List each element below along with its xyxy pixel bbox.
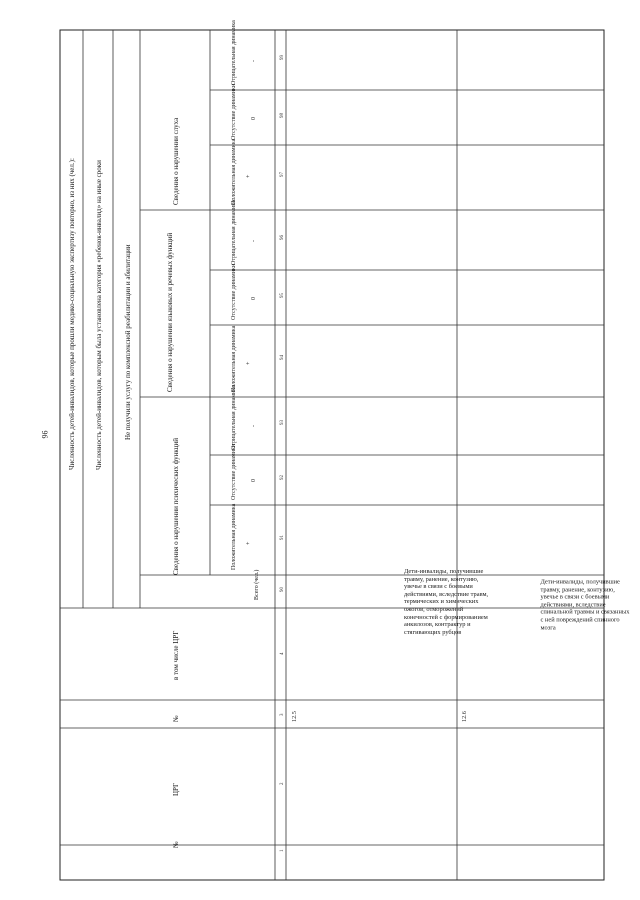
group-hearing: Сведения о нарушении слуха xyxy=(172,117,180,205)
svg-text:91: 91 xyxy=(280,535,285,540)
svg-text:+: + xyxy=(246,174,252,178)
svg-text:1: 1 xyxy=(280,849,285,852)
svg-text:+: + xyxy=(246,541,252,545)
svg-text:93: 93 xyxy=(280,420,285,425)
psych-negative: Отрицательная динамика xyxy=(231,385,237,450)
speech-positive: Положительная динамика xyxy=(231,325,237,392)
svg-text:99: 99 xyxy=(280,55,285,60)
svg-text:-: - xyxy=(251,240,257,242)
row-12-6-text: Дети-инвалиды, получившие травму, ранение, контузию, увечье в связи с боевыми действиями, вследствие спинальной травмы и связанных с ней повреждений спинного мозга xyxy=(540,578,630,632)
svg-text:98: 98 xyxy=(280,113,285,118)
col-numbers xyxy=(280,55,285,853)
speech-negative: Отрицательная динамика xyxy=(231,200,237,265)
hearing-positive: Положительная динамика xyxy=(231,138,237,205)
svg-text:4: 4 xyxy=(280,652,285,655)
svg-text:0: 0 xyxy=(251,479,257,482)
svg-text:+: + xyxy=(246,361,252,365)
row-12-5-text: Дети-инвалиды, получившие травму, ранение, контузию, увечье в связи с боевыми действиями, вследствие травм, термических и химических ожогов, отморожений конечностей с формированием анкилозов, контрактур и стягивающих рубцов xyxy=(404,568,489,636)
svg-text:95: 95 xyxy=(280,293,285,298)
header-row3 xyxy=(124,244,132,440)
row-12-5-no: 12.5 xyxy=(291,711,298,722)
svg-text:96: 96 xyxy=(280,235,285,240)
group-psych: Сведения о нарушении психических функций xyxy=(172,438,180,575)
speech-absent: Отсутствие динамики xyxy=(231,263,237,320)
svg-text:90: 90 xyxy=(280,587,285,592)
svg-text:0: 0 xyxy=(251,117,257,120)
svg-text:94: 94 xyxy=(280,355,285,360)
svg-text:3: 3 xyxy=(280,713,285,716)
svg-text:Не получили услугу по комплекс: Не получили услугу по комплексной реабилитации и абилитации xyxy=(124,244,132,440)
hearing-negative: Отрицательная динамика xyxy=(231,20,237,85)
header-row2 xyxy=(95,160,103,470)
svg-text:-: - xyxy=(251,60,257,62)
svg-text:Численность детей-инвалидов, к: Численность детей-инвалидов, которым была установлена категория «ребенок-инвалид» на иные сроки xyxy=(95,160,103,470)
col-sub-cpg: в том числе ЦРГ xyxy=(172,630,180,680)
psych-positive: Положительная динамика xyxy=(231,503,237,570)
col-cpg: ЦРГ xyxy=(172,783,180,796)
hearing-absent: Отсутствие динамики xyxy=(231,83,237,140)
header-row1 xyxy=(68,158,76,470)
svg-text:0: 0 xyxy=(251,297,257,300)
svg-text:2: 2 xyxy=(280,782,285,785)
psych-absent: Отсутствие динамики xyxy=(231,443,237,500)
svg-text:97: 97 xyxy=(280,172,285,177)
col-no: № xyxy=(172,841,180,848)
svg-text:Численность детей-инвалидов, к: Численность детей-инвалидов, которые прошли медико-социальную экспертизу повторно, из них (чел.): xyxy=(68,158,76,470)
group-speech-1: Сведения о нарушении языковых и речевых функций xyxy=(166,232,174,392)
col-total: Всего (чел.) xyxy=(254,569,260,600)
col-no2: № xyxy=(172,715,180,722)
svg-text:92: 92 xyxy=(280,475,285,480)
svg-text:-: - xyxy=(251,425,257,427)
row-12-6-no: 12.6 xyxy=(461,711,468,722)
